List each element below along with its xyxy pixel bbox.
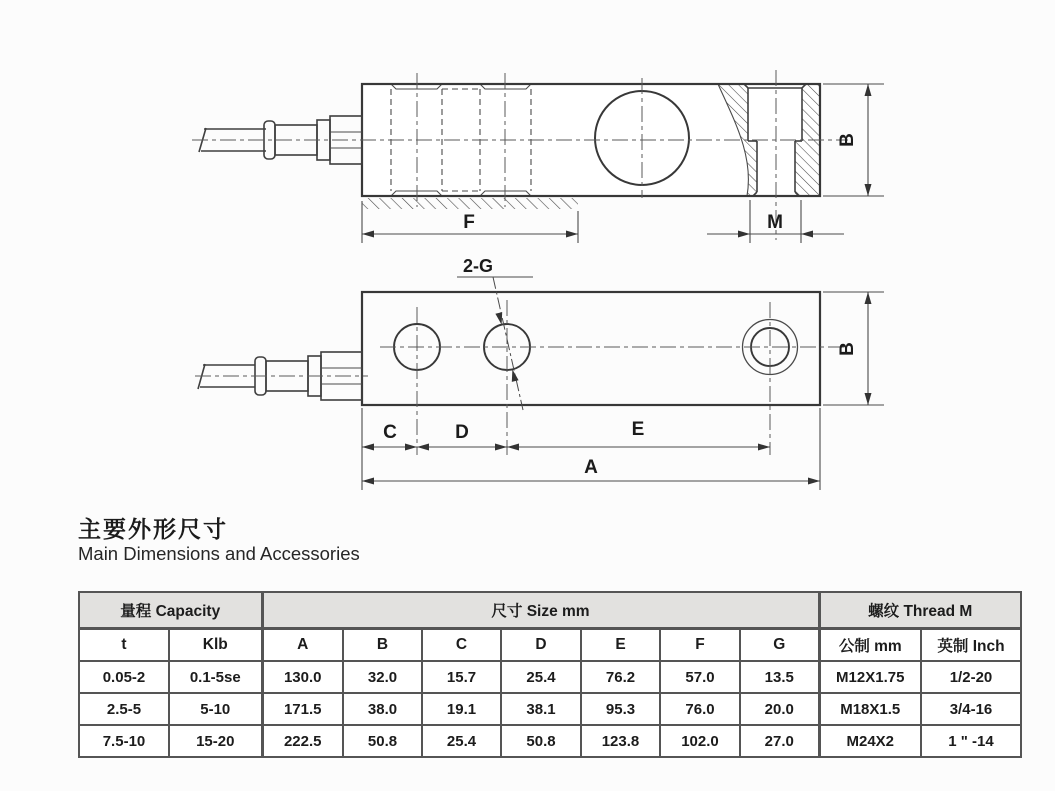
cell-t: 0.05-2 xyxy=(79,661,169,693)
table-row xyxy=(79,725,1021,757)
cell-g: 27.0 xyxy=(740,725,819,757)
cell-b: 50.8 xyxy=(343,725,422,757)
cell-inch: 3/4-16 xyxy=(921,693,1021,725)
leader-arrow-bottom xyxy=(512,369,519,382)
dim-label-f: F xyxy=(463,212,475,233)
col-header-e: E xyxy=(581,629,660,662)
group-header-size: 尺寸 Size mm xyxy=(262,592,819,629)
dim-b-top xyxy=(823,292,884,405)
cell-e: 76.2 xyxy=(581,661,660,693)
col-header-metric: 公制 mm xyxy=(819,629,921,662)
side-view xyxy=(192,70,884,243)
group-header-thread: 螺纹 Thread M xyxy=(819,592,1021,629)
table-row xyxy=(79,693,1021,725)
col-header-g: G xyxy=(740,629,819,662)
col-header-b: B xyxy=(343,629,422,662)
dim-b-side xyxy=(823,84,884,196)
col-header-f: F xyxy=(660,629,740,662)
cell-d: 50.8 xyxy=(501,725,581,757)
cell-e: 123.8 xyxy=(581,725,660,757)
dim-label-e: E xyxy=(631,419,645,440)
cell-b: 38.0 xyxy=(343,693,422,725)
col-header-c: C xyxy=(422,629,501,662)
cell-e: 95.3 xyxy=(581,693,660,725)
dim-label-b-top: B xyxy=(837,342,858,356)
hole-callout-2g xyxy=(457,256,533,410)
cell-a: 130.0 xyxy=(262,661,343,693)
thread-hole-mask-wide xyxy=(748,86,802,141)
cell-t: 7.5-10 xyxy=(79,725,169,757)
dim-m xyxy=(707,200,844,243)
dim-label-d: D xyxy=(455,422,469,443)
dim-a xyxy=(362,457,820,481)
dim-label-a: A xyxy=(584,457,598,478)
cell-inch: 1 " -14 xyxy=(921,725,1021,757)
cell-f: 102.0 xyxy=(660,725,740,757)
top-view xyxy=(195,256,884,490)
cell-g: 20.0 xyxy=(740,693,819,725)
cell-f: 76.0 xyxy=(660,693,740,725)
col-header-d: D xyxy=(501,629,581,662)
cell-t: 2.5-5 xyxy=(79,693,169,725)
group-header-capacity: 量程 Capacity xyxy=(79,592,262,629)
cell-a: 222.5 xyxy=(262,725,343,757)
cell-g: 13.5 xyxy=(740,661,819,693)
cell-metric: M18X1.5 xyxy=(819,693,921,725)
cell-d: 38.1 xyxy=(501,693,581,725)
cell-c: 25.4 xyxy=(422,725,501,757)
cell-d: 25.4 xyxy=(501,661,581,693)
col-header-t: t xyxy=(79,629,169,662)
col-header-klb: Klb xyxy=(169,629,262,662)
hole-callout-label: 2-G xyxy=(462,256,494,276)
dim-label-m: M xyxy=(767,212,783,233)
cell-klb: 15-20 xyxy=(169,725,262,757)
cell-inch: 1/2-20 xyxy=(921,661,1021,693)
cell-metric: M12X1.75 xyxy=(819,661,921,693)
cell-metric: M24X2 xyxy=(819,725,921,757)
section-title-en: Main Dimensions and Accessories xyxy=(78,543,360,564)
leader-arrow-top xyxy=(495,312,502,325)
col-header-a: A xyxy=(262,629,343,662)
col-header-inch: 英制 Inch xyxy=(921,629,1021,662)
cell-klb: 5-10 xyxy=(169,693,262,725)
dim-label-b-side: B xyxy=(837,133,858,147)
section-title-zh: 主要外形尺寸 xyxy=(78,516,228,542)
table-column-header-row xyxy=(79,629,1021,662)
cell-c: 15.7 xyxy=(422,661,501,693)
dim-label-c: C xyxy=(383,422,397,443)
dimension-table xyxy=(78,591,1022,758)
cell-f: 57.0 xyxy=(660,661,740,693)
cell-c: 19.1 xyxy=(422,693,501,725)
table-group-header-row xyxy=(79,592,1021,629)
table-row xyxy=(79,661,1021,693)
cell-a: 171.5 xyxy=(262,693,343,725)
cell-b: 32.0 xyxy=(343,661,422,693)
ground-hatch xyxy=(362,198,578,209)
cell-klb: 0.1-5se xyxy=(169,661,262,693)
